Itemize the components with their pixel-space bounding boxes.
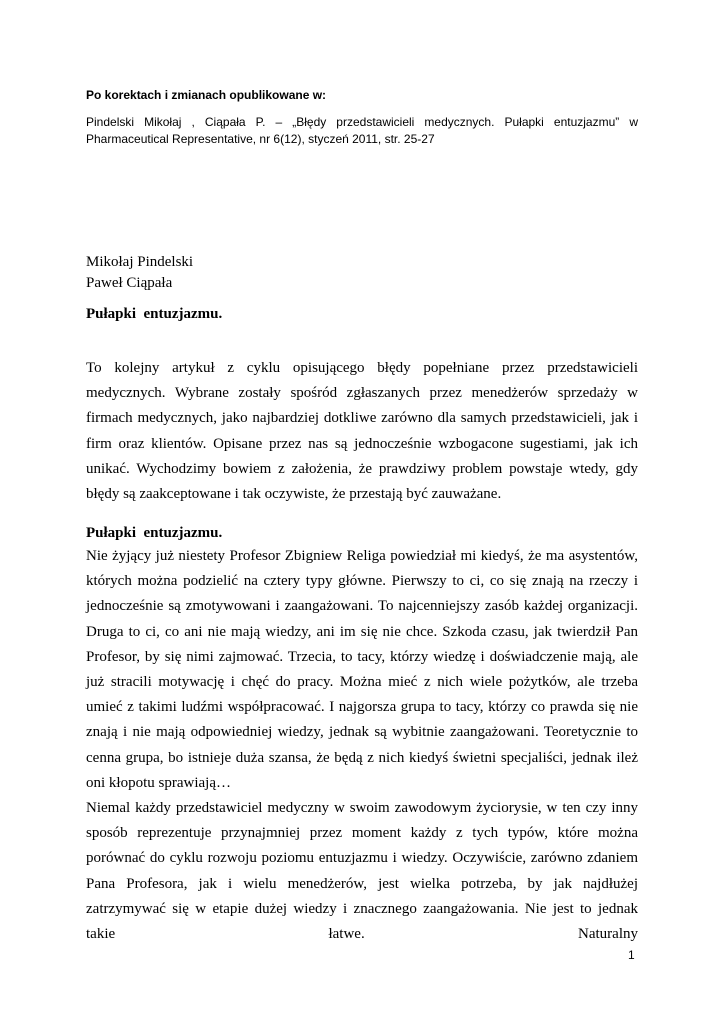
- article-title: Pułapki entuzjazmu.: [86, 306, 223, 322]
- body-paragraph: Niemal każdy przedstawiciel medyczny w swoim zawodowym życiorysie, w ten czy inny sposób reprezentuje przynajmniej przez moment każdy z tych typów, które można porównać do cyklu rozwoju poziomu entuzjazmu i wiedzy. Oczywiście, zarówno zdaniem Pana Profesora, jak i wielu menedżerów, jest wielka potrzeba, by jak najdłużej zatrzymywać się w etapie dużej wiedzy i znacznego zaangażowania. Nie jest to jednak takie łatwe. Naturalny: [86, 800, 638, 943]
- author-name: Paweł Ciąpała: [86, 275, 173, 291]
- section-title: Pułapki entuzjazmu.: [86, 525, 223, 541]
- page-number: 1: [628, 948, 635, 962]
- publication-note: Po korektach i zmianach opublikowane w:: [86, 88, 327, 102]
- body-paragraph: Nie żyjący już niestety Profesor Zbigniew Religa powiedział mi kiedyś, że ma asystentów, których można podzielić na cztery typy główne. Pierwszy to ci, co się znają na rzeczy i jednocześnie są zmotywowani i zaangażowani. To najcenniejszy zasób każdej organizacji. Druga to ci, co ani nie mają wiedzy, ani im się nie chce. Szkoda czasu, jak twierdził Pan Profesor, by się nimi zajmować. Trzecia, to tacy, którzy wiedzę i doświadczenie mają, ale już stracili motywację i chęć do pracy. Można mieć z nich wiele pożytków, ale trzeba umieć z takimi ludźmi współpracować. I najgorsza grupa to tacy, którzy co prawda się nie znają i nie mają odpowiedniej wiedzy, jednak są wybitnie zaangażowani. Teoretycznie to cenna grupa, bo istnieje duża szansa, że będą z nich kiedyś świetni specjaliści, jednak ileż oni kłopotu sprawiają…: [86, 548, 638, 791]
- authors-block: [86, 252, 193, 294]
- author-name: Mikołaj Pindelski: [86, 254, 194, 270]
- intro-paragraph: To kolejny artykuł z cyklu opisującego błędy popełniane przez przedstawicieli medycznych. Wybrane zostały spośród zgłaszanych przez menedżerów sprzedaży w firmach medycznych, jako najbardziej dotkliwe zarówno dla samych przedstawicieli, jak i firm oraz klientów. Opisane przez nas są jednocześnie wzbogacone sugestiami, jak ich unikać. Wychodzimy bowiem z założenia, że prawdziwy problem powstaje wtedy, gdy błędy są zaakceptowane i tak oczywiste, że przestają być zauważane.: [86, 360, 638, 503]
- citation: Pindelski Mikołaj , Ciąpała P. – „Błędy przedstawicieli medycznych. Pułapki entuzjazmu” w Pharmaceutical Representative, nr 6(12), styczeń 2011, str. 25-27: [86, 115, 638, 146]
- article-body: [86, 544, 638, 947]
